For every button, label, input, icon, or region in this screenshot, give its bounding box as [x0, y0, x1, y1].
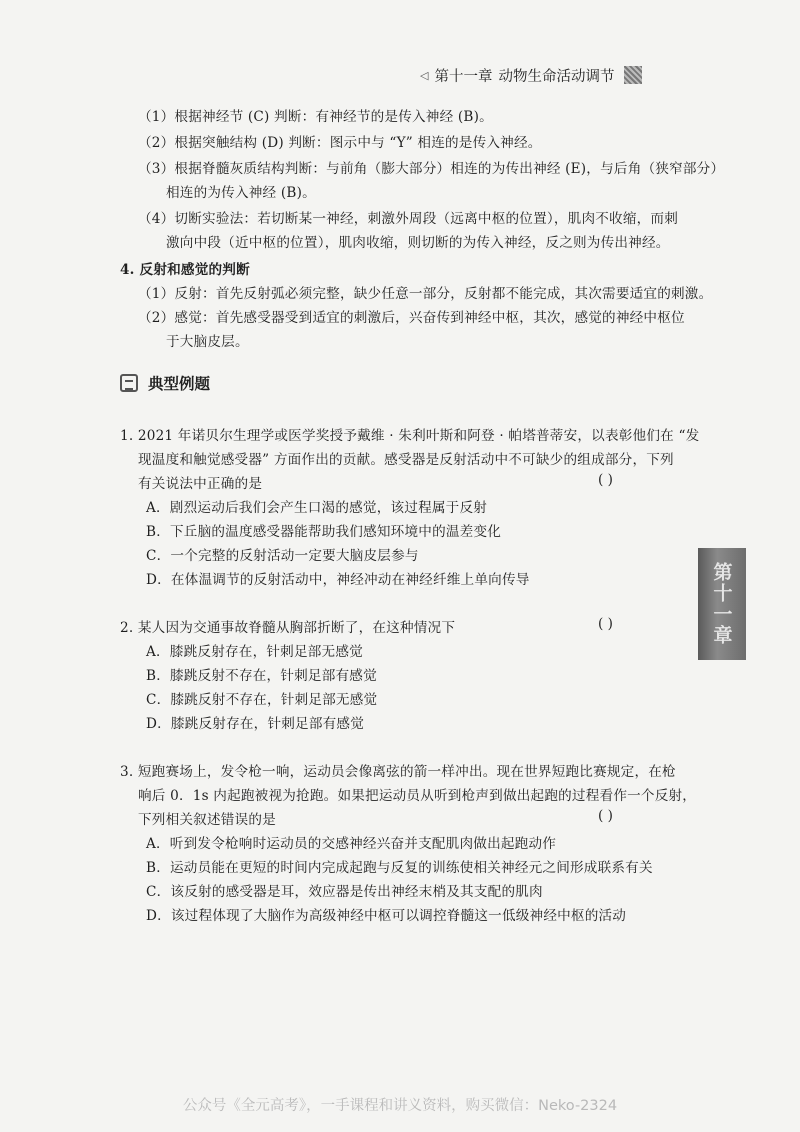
method-line: （4）切断实验法：若切断某一神经，刺激外周段（远离中枢的位置），肌肉不收缩，而刺	[138, 211, 679, 227]
option: A．听到发令枪响时运动员的交感神经兴奋并支配肌肉做出起跑动作	[146, 836, 557, 852]
header-decoration-icon	[624, 66, 642, 84]
option: D．在体温调节的反射活动中，神经冲动在神经纤维上单向传导	[146, 572, 530, 588]
option: B．下丘脑的温度感受器能帮助我们感知环境中的温差变化	[146, 524, 502, 540]
question-stem: 响后 0．1s 内起跑被视为抢跑。如果把运动员从听到枪声到做出起跑的过程看作一个反射，	[138, 788, 697, 804]
question-stem: 下列相关叙述错误的是	[138, 812, 276, 828]
header-arrow-icon: ◁	[420, 68, 429, 82]
footer-watermark: 公众号《全元高考》，一手课程和讲义资料，购买微信：Neko-2324	[182, 1098, 618, 1114]
option: B．膝跳反射不存在，针刺足部有感觉	[146, 668, 377, 684]
option: B．运动员能在更短的时间内完成起跑与反复的训练使相关神经元之间形成联系有关	[146, 860, 653, 876]
method-line: 相连的为传入神经 (B)。	[166, 185, 316, 201]
examples-icon	[120, 374, 138, 392]
section-item: （2）感觉：首先感受器受到适宜的刺激后，兴奋传到神经中枢，其次，感觉的神经中枢位	[138, 310, 685, 326]
question-stem: 2. 某人因为交通事故脊髓从胸部折断了，在这种情况下	[120, 620, 456, 636]
answer-bracket: ( )	[598, 616, 613, 632]
question-stem: 有关说法中正确的是	[138, 476, 263, 492]
question-stem: 现温度和触觉感受器” 方面作出的贡献。感受器是反射活动中不可缺少的组成部分，下列	[138, 452, 674, 468]
option: C．该反射的感受器是耳，效应器是传出神经末梢及其支配的肌肉	[146, 884, 543, 900]
chapter-number: 第十一章	[434, 68, 493, 85]
question-stem: 1. 2021 年诺贝尔生理学或医学奖授予戴维 · 朱利叶斯和阿登 · 帕塔普蒂安，以表彰他们在 “发	[120, 428, 700, 444]
option: C．一个完整的反射活动一定要大脑皮层参与	[146, 548, 419, 564]
option: D．膝跳反射存在，针刺足部有感觉	[146, 716, 365, 732]
examples-title: 典型例题	[148, 374, 211, 393]
chapter-side-tab: 第十一章	[698, 548, 746, 660]
option: A．剧烈运动后我们会产生口渴的感觉，该过程属于反射	[146, 500, 488, 516]
chapter-header	[420, 64, 642, 86]
examples-heading	[120, 372, 210, 394]
section-item: 于大脑皮层。	[166, 334, 249, 350]
option: C．膝跳反射不存在，针刺足部无感觉	[146, 692, 378, 708]
method-line: （3）根据脊髓灰质结构判断：与前角（膨大部分）相连的为传出神经 (E)，与后角（狭窄部分）	[138, 161, 725, 177]
method-line: 激向中段（近中枢的位置），肌肉收缩，则切断的为传入神经，反之则为传出神经。	[166, 235, 670, 251]
section-heading: 4. 反射和感觉的判断	[120, 262, 250, 278]
question-stem: 3. 短跑赛场上，发令枪一响，运动员会像离弦的箭一样冲出。现在世界短跑比赛规定，在枪	[120, 764, 676, 780]
answer-bracket: ( )	[598, 808, 613, 824]
method-line: （2）根据突触结构 (D) 判断：图示中与 “Y” 相连的是传入神经。	[138, 135, 542, 151]
answer-bracket: ( )	[598, 472, 613, 488]
method-line: （1）根据神经节 (C) 判断：有神经节的是传入神经 (B)。	[138, 109, 493, 125]
option: A．膝跳反射存在，针刺足部无感觉	[146, 644, 363, 660]
option: D．该过程体现了大脑作为高级神经中枢可以调控脊髓这一低级神经中枢的活动	[146, 908, 627, 924]
chapter-title: 动物生命活动调节	[498, 68, 615, 85]
section-item: （1）反射：首先反射弧必须完整，缺少任意一部分，反射都不能完成，其次需要适宜的刺激。	[138, 286, 713, 302]
